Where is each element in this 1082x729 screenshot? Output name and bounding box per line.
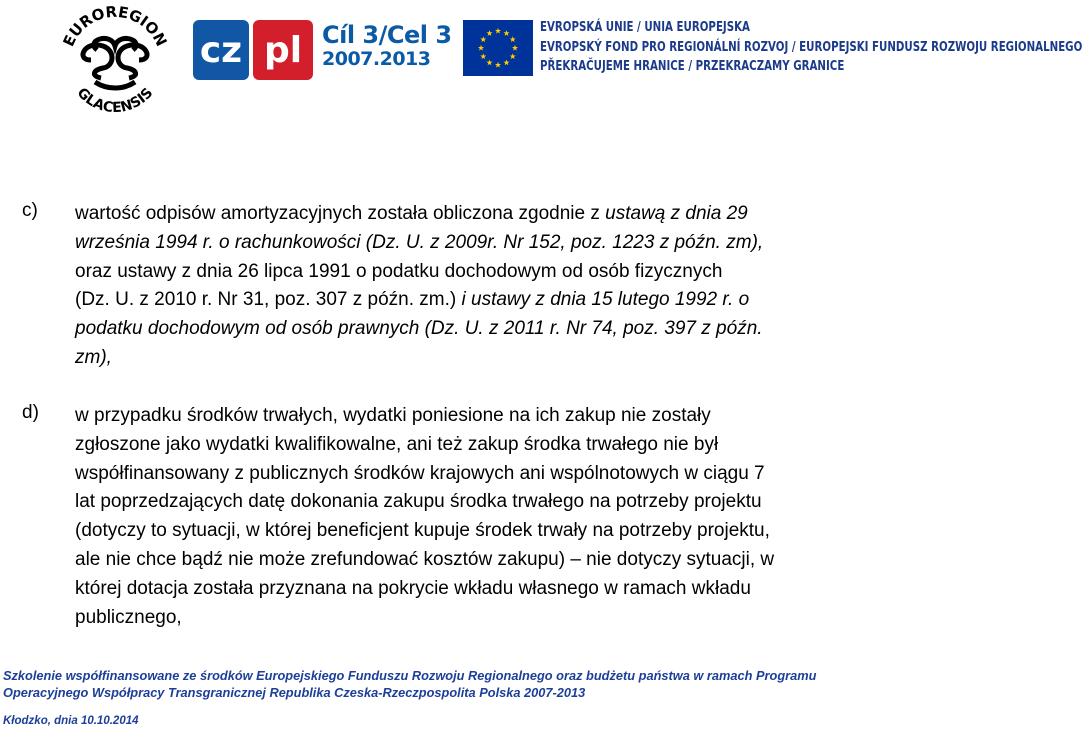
item-c-segment: zm), — [75, 346, 112, 368]
item-d-line: zgłoszone jako wydatki kwalifikowalne, ani też zakup środka trwałego nie był — [75, 433, 719, 455]
item-c-line — [75, 229, 763, 258]
item-c-segment: oraz ustawy z dnia 26 lipca 1991 o podatku dochodowym od osób fizycznych — [75, 260, 723, 282]
footer-line1: Szkolenie współfinansowane ze środków Europejskiego Funduszu Rozwoju Regionalnego oraz budżetu państwa w ramach Programu — [3, 668, 817, 683]
item-c-line — [75, 344, 763, 373]
euroregion-emblem-icon — [83, 38, 147, 88]
item-d-marker: d) — [22, 402, 39, 423]
item-d-line: której dotacja została przyznana na pokrycie wkładu własnego w ramach wkładu — [75, 577, 751, 599]
eu-flag-icon — [463, 20, 533, 76]
euroregion-glacensis-logo — [55, 2, 175, 112]
item-c-line — [75, 315, 763, 344]
item-d-text — [75, 402, 774, 632]
item-c-segment: ustawą z dnia 29 — [605, 203, 748, 224]
item-d-line: (dotyczy to sytuacji, w której beneficjent kupuje środek trwały na potrzeby projektu, — [75, 520, 770, 542]
item-d-line: w przypadku środków trwałych, wydatki poniesione na ich zakup nie zostały — [75, 405, 711, 426]
item-d-line: współfinansowany z publicznych środków krajowych ani wspólnotowych w ciągu 7 — [75, 462, 765, 484]
czpl-logo — [193, 20, 313, 80]
cz-text: cz — [199, 30, 243, 71]
eu-text-line3: PŘEKRAČUJEME HRANICE / PRZEKRACZAMY GRANICE — [540, 59, 845, 74]
pl-text: pl — [263, 30, 303, 71]
item-c-line — [75, 286, 763, 315]
eu-text-block — [540, 18, 1082, 77]
item-d-line: ale nie chce bądź nie może zrefundować kosztów zakupu) – nie dotyczy sytuacji, w — [75, 548, 775, 570]
item-c-segment: (Dz. U. z 2010 r. Nr 31, poz. 307 z późn. zm.) — [75, 289, 462, 311]
euroregion-bottom-text: GLACENSIS — [73, 84, 157, 112]
item-c-line — [75, 258, 763, 287]
item-c-segment: września 1994 r. o rachunkowości (Dz. U. z 2009r. Nr 152, poz. 1223 z późn. zm), — [75, 231, 764, 253]
footer-line2: Operacyjnego Współpracy Transgranicznej Republika Czeska-Rzeczpospolita Polska 2007-2013 — [3, 685, 586, 700]
header — [0, 0, 1082, 115]
item-c-text — [75, 200, 763, 373]
item-d-line: publicznego, — [75, 606, 182, 628]
item-c-segment: i ustawy z dnia 15 lutego 1992 r. o — [461, 289, 750, 311]
item-c-marker: c) — [22, 200, 38, 221]
item-c-segment: wartość odpisów amortyzacyjnych została obliczona zgodnie z — [75, 203, 606, 224]
cil-line1: Cíl 3/Cel 3 — [322, 21, 452, 49]
cil-cel-label — [322, 22, 452, 70]
item-c-line — [75, 200, 763, 229]
item-c-segment: podatku dochodowym od osób prawnych (Dz. U. z 2011 r. Nr 74, poz. 397 z późn. — [75, 318, 763, 340]
euroregion-top-text: EUROREGION — [59, 2, 171, 50]
item-d-line: lat poprzedzających datę dokonania zakupu środka trwałego na potrzeby projektu — [75, 491, 762, 513]
eu-text-line1: EVROPSKÁ UNIE / UNIA EUROPEJSKA — [540, 20, 750, 35]
eu-text-line2: EVROPSKÝ FOND PRO REGIONÁLNÍ ROZVOJ / EUROPEJSKI FUNDUSZ ROZWOJU REGIONALNEGO — [540, 39, 1082, 55]
footer-date: Kłodzko, dnia 10.10.2014 — [3, 715, 139, 727]
cil-line2: 2007.2013 — [322, 48, 431, 70]
